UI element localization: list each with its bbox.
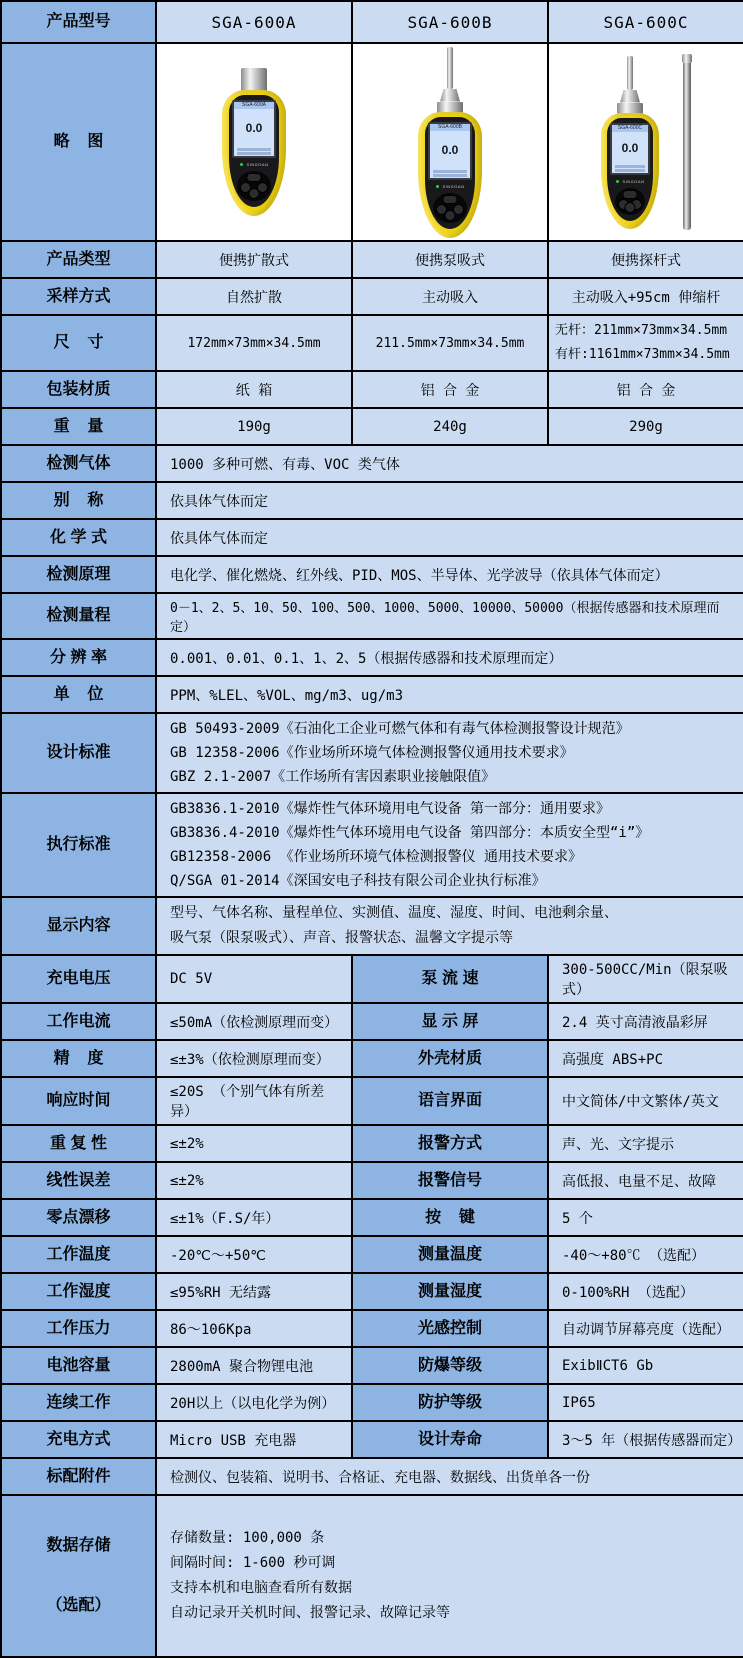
row-value: 便携探杆式 xyxy=(548,241,743,278)
enter-button-icon xyxy=(249,188,260,199)
spec-value: 300-500CC/Min（限泵吸式） xyxy=(548,955,743,1003)
device-keypad xyxy=(615,188,645,215)
row-label: 分 辨 率 xyxy=(1,639,156,676)
standard-line: GBZ 2.1-2007《工作场所有害因素职业接触限值》 xyxy=(170,769,496,785)
row-label: 采样方式 xyxy=(1,278,156,315)
menu-button-icon xyxy=(443,195,458,204)
spec-label: 设计寿命 xyxy=(352,1421,548,1458)
row-value xyxy=(548,315,743,371)
spec-value: 2800mA 聚合物锂电池 xyxy=(156,1347,352,1384)
spec-value: 声、光、文字提示 xyxy=(548,1125,743,1162)
spec-label: 语言界面 xyxy=(352,1077,548,1125)
row-value: 主动吸入 xyxy=(352,278,548,315)
spec-label: 显 示 屏 xyxy=(352,1003,548,1040)
storage-label-line: 数据存储 xyxy=(46,1537,111,1554)
spec-value: 高低报、电量不足、故障 xyxy=(548,1162,743,1199)
device-screen xyxy=(428,122,472,180)
screen-reading: 0.0 xyxy=(441,142,459,157)
gas-detector-probe-type xyxy=(601,56,659,229)
brand-text: SINGOAN xyxy=(442,183,465,189)
row-label: 包装材质 xyxy=(1,371,156,408)
spec-label: 光感控制 xyxy=(352,1310,548,1347)
row-label: 化 学 式 xyxy=(1,519,156,556)
device-keypad xyxy=(237,171,271,201)
row-label: 单 位 xyxy=(1,676,156,713)
brand-text: SINGOAN xyxy=(246,162,269,167)
led-indicator xyxy=(240,163,243,166)
row-value: 检测仪、包装箱、说明书、合格证、充电器、数据线、出货单各一份 xyxy=(156,1458,743,1495)
spec-label: 泵 流 速 xyxy=(352,955,548,1003)
row-label: 显示内容 xyxy=(1,897,156,955)
screen-info-rows xyxy=(430,169,470,178)
probe-base-icon xyxy=(440,89,460,102)
spec-value: IP65 xyxy=(548,1384,743,1421)
row-label: 标配附件 xyxy=(1,1458,156,1495)
spec-value: ≤±1%（F.S/年） xyxy=(156,1199,352,1236)
spec-value: -40～+80℃ （选配） xyxy=(548,1236,743,1273)
row-value: 0－1、2、5、10、50、100、500、1000、5000、10000、50000（根据传感器和技术原理而定） xyxy=(156,593,743,639)
probe-ring-icon xyxy=(617,103,643,114)
led-indicator xyxy=(616,180,619,183)
storage-line: 存储数量: 100,000 条 xyxy=(170,1530,325,1546)
spec-value: 86～106Kpa xyxy=(156,1310,352,1347)
spec-label: 精 度 xyxy=(1,1040,156,1077)
row-label: 产品类型 xyxy=(1,241,156,278)
spec-value: ExibⅡCT6 Gb xyxy=(548,1347,743,1384)
standard-line: GB3836.4-2010《爆炸性气体环境用电气设备 第四部分：本质安全型“i”》 xyxy=(170,825,650,841)
row-label xyxy=(1,1495,156,1657)
spec-value: -20℃～+50℃ xyxy=(156,1236,352,1273)
spec-label: 充电方式 xyxy=(1,1421,156,1458)
model-name-a: SGA-600A xyxy=(156,1,352,43)
enter-button-icon xyxy=(445,210,456,221)
standard-line: GB 12358-2006《作业场所环境气体检测报警仪通用技术要求》 xyxy=(170,745,574,761)
row-label: 设计标准 xyxy=(1,713,156,793)
standard-line: GB3836.1-2010《爆炸性气体环境用电气设备 第一部分：通用要求》 xyxy=(170,801,611,817)
spec-label: 重 复 性 xyxy=(1,1125,156,1162)
spec-label: 报警方式 xyxy=(352,1125,548,1162)
spec-label: 工作电流 xyxy=(1,1003,156,1040)
spec-label: 充电电压 xyxy=(1,955,156,1003)
row-value: 自然扩散 xyxy=(156,278,352,315)
display-content-line: 型号、气体名称、量程单位、实测值、温度、湿度、时间、电池剩余量、 xyxy=(170,905,618,921)
screen-title: SGA-600A xyxy=(234,102,274,109)
standard-line: GB12358-2006 《作业场所环境气体检测报警仪 通用技术要求》 xyxy=(170,849,583,865)
spec-value: 自动调节屏幕亮度（选配） xyxy=(548,1310,743,1347)
spec-label: 工作压力 xyxy=(1,1310,156,1347)
header-label: 产品型号 xyxy=(1,1,156,43)
product-image-sga-600a xyxy=(156,43,352,241)
standard-line: GB 50493-2009《石油化工企业可燃气体和有毒气体检测报警设计规范》 xyxy=(170,721,630,737)
screen-title: SGA-600C xyxy=(612,125,648,132)
row-label: 检测原理 xyxy=(1,556,156,593)
row-value: PPM、%LEL、%VOL、mg/m3、ug/m3 xyxy=(156,676,743,713)
row-value: 240g xyxy=(352,408,548,445)
row-value: 便携扩散式 xyxy=(156,241,352,278)
spec-label: 线性误差 xyxy=(1,1162,156,1199)
device-keypad xyxy=(433,193,467,223)
probe-ring-icon xyxy=(437,102,463,113)
row-value: 172mm×73mm×34.5mm xyxy=(156,315,352,371)
display-content-cell xyxy=(156,897,743,955)
spec-value: 中文简体/中文繁体/英文 xyxy=(548,1077,743,1125)
menu-button-icon xyxy=(623,190,638,199)
screen-reading: 0.0 xyxy=(245,121,263,135)
model-name-b: SGA-600B xyxy=(352,1,548,43)
row-value: 铝 合 金 xyxy=(548,371,743,408)
gas-detector-diffusion xyxy=(222,68,286,216)
standard-line: Q/SGA 01-2014《深国安电子科技有限公司企业执行标准》 xyxy=(170,873,546,889)
spec-value: ≤±2% xyxy=(156,1125,352,1162)
design-standard-cell xyxy=(156,713,743,793)
device-screen xyxy=(232,100,276,158)
row-label: 检测量程 xyxy=(1,593,156,639)
row-label: 尺 寸 xyxy=(1,315,156,371)
storage-line: 支持本机和电脑查看所有数据 xyxy=(170,1580,352,1596)
row-label: 重 量 xyxy=(1,408,156,445)
spec-value: 2.4 英寸高清液晶彩屏 xyxy=(548,1003,743,1040)
spec-value: DC 5V xyxy=(156,955,352,1003)
spec-label: 按 键 xyxy=(352,1199,548,1236)
spec-value: ≤±3%（依检测原理而变） xyxy=(156,1040,352,1077)
spec-label: 工作湿度 xyxy=(1,1273,156,1310)
spec-value: 3～5 年（根据传感器而定） xyxy=(548,1421,743,1458)
telescopic-rod-icon xyxy=(683,54,691,230)
device-screen xyxy=(610,123,650,175)
row-label: 执行标准 xyxy=(1,793,156,897)
spec-label: 报警信号 xyxy=(352,1162,548,1199)
row-label: 别 称 xyxy=(1,482,156,519)
screen-reading: 0.0 xyxy=(621,140,639,155)
spec-value: 高强度 ABS+PC xyxy=(548,1040,743,1077)
row-value: 铝 合 金 xyxy=(352,371,548,408)
spec-label: 连续工作 xyxy=(1,1384,156,1421)
data-storage-cell xyxy=(156,1495,743,1657)
row-label: 检测气体 xyxy=(1,445,156,482)
gas-detector-pump xyxy=(418,47,482,238)
led-indicator xyxy=(436,185,439,188)
spec-label: 外壳材质 xyxy=(352,1040,548,1077)
row-value: 依具体气体而定 xyxy=(156,482,743,519)
spec-label: 零点漂移 xyxy=(1,1199,156,1236)
spec-value: ≤±2% xyxy=(156,1162,352,1199)
row-value: 电化学、催化燃烧、红外线、PID、MOS、半导体、光学波导（依具体气体而定） xyxy=(156,556,743,593)
row-value: 便携泵吸式 xyxy=(352,241,548,278)
menu-button-icon xyxy=(247,173,262,182)
spec-label: 防爆等级 xyxy=(352,1347,548,1384)
storage-label-line: （选配） xyxy=(46,1597,111,1614)
size-with-rod: 有杆:1161mm×73mm×34.5mm xyxy=(555,347,730,362)
spec-value: 0-100%RH （选配） xyxy=(548,1273,743,1310)
model-name-c: SGA-600C xyxy=(548,1,743,43)
spec-label: 防护等级 xyxy=(352,1384,548,1421)
spec-label: 测量温度 xyxy=(352,1236,548,1273)
screen-info-rows xyxy=(612,164,648,173)
product-image-sga-600c xyxy=(548,43,743,241)
exec-standard-cell xyxy=(156,793,743,897)
row-value: 190g xyxy=(156,408,352,445)
spec-value: ≤95%RH 无结露 xyxy=(156,1273,352,1310)
spec-value: ≤20S （个别气体有所差异） xyxy=(156,1077,352,1125)
product-image-sga-600b xyxy=(352,43,548,241)
row-value: 纸 箱 xyxy=(156,371,352,408)
pump-probe-icon xyxy=(627,56,633,90)
row-value: 依具体气体而定 xyxy=(156,519,743,556)
display-content-line: 吸气泵（限泵吸式）、声音、报警状态、温馨文字提示等 xyxy=(170,930,513,946)
spec-label: 电池容量 xyxy=(1,1347,156,1384)
size-no-rod: 无杆：211mm×73mm×34.5mm xyxy=(555,323,728,338)
probe-base-icon xyxy=(620,90,640,103)
sensor-cap-icon xyxy=(241,68,267,91)
brand-text: SINGOAN xyxy=(622,178,645,184)
spec-value: Micro USB 充电器 xyxy=(156,1421,352,1458)
spec-label: 工作温度 xyxy=(1,1236,156,1273)
row-value: 0.001、0.01、0.1、1、2、5（根据传感器和技术原理而定） xyxy=(156,639,743,676)
screen-title: SGA-600B xyxy=(430,124,470,131)
pump-probe-icon xyxy=(447,47,453,89)
spec-value: ≤50mA（依检测原理而变） xyxy=(156,1003,352,1040)
spec-label: 响应时间 xyxy=(1,1077,156,1125)
enter-button-icon xyxy=(625,202,636,213)
spec-label: 测量湿度 xyxy=(352,1273,548,1310)
screen-info-rows xyxy=(234,147,274,156)
row-value: 主动吸入+95cm 伸缩杆 xyxy=(548,278,743,315)
storage-line: 间隔时间: 1-600 秒可调 xyxy=(170,1555,336,1571)
spec-value: 5 个 xyxy=(548,1199,743,1236)
sketch-label: 略 图 xyxy=(1,43,156,241)
row-value: 290g xyxy=(548,408,743,445)
row-value: 1000 多种可燃、有毒、VOC 类气体 xyxy=(156,445,743,482)
row-value: 211.5mm×73mm×34.5mm xyxy=(352,315,548,371)
spec-value: 20H以上（以电化学为例） xyxy=(156,1384,352,1421)
storage-line: 自动记录开关机时间、报警记录、故障记录等 xyxy=(170,1605,450,1621)
